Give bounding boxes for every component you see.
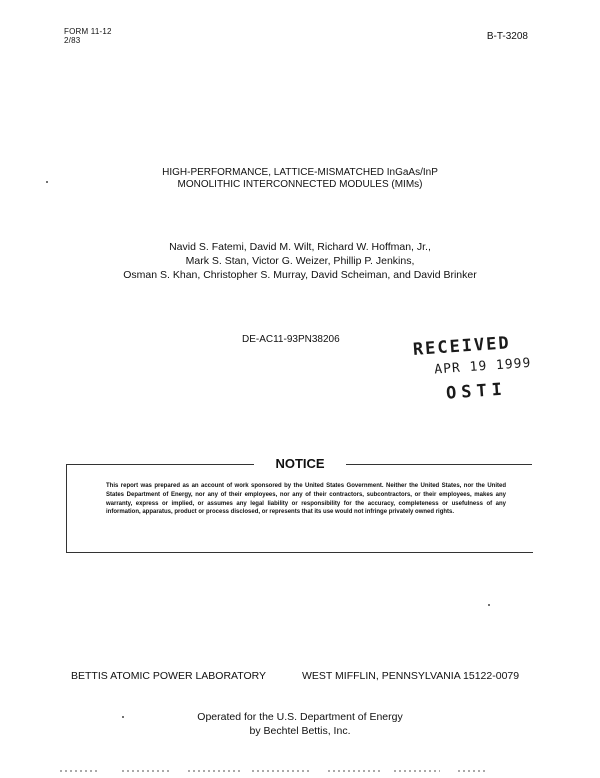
operator-line-2: by Bechtel Bettis, Inc.	[249, 725, 351, 737]
received-stamp	[412, 328, 538, 426]
form-identifier	[64, 27, 112, 45]
laboratory-address: WEST MIFFLIN, PENNSYLVANIA 15122-0079	[302, 670, 520, 682]
stamp-date-text: APR 19 1999	[433, 355, 532, 378]
notice-body: This report was prepared as an account of work sponsored by the United States Government. Neither the United States, nor the United States Department of Energy, nor any of their employees, nor any of their contractors, subcontractors, or their employees, makes any warranty, express or implied, or assumes any legal liability or responsibility for the accuracy, completeness or usefulness of any information, apparatus, product or process disclosed, or represents that its use would not infringe privately owned rights.	[106, 483, 506, 516]
title-line-2: MONOLITHIC INTERCONNECTED MODULES (MIMs)	[177, 179, 423, 190]
stamp-received-text: RECEIVED	[412, 333, 512, 360]
stamp-osti-text: OSTI	[445, 379, 508, 404]
contract-number: DE-AC11-93PN38206	[242, 334, 340, 345]
report-title	[0, 167, 600, 191]
author-line-1: Navid S. Fatemi, David M. Wilt, Richard W. Hoffman, Jr.,	[169, 241, 431, 253]
author-line-2: Mark S. Stan, Victor G. Weizer, Phillip P. Jenkins,	[185, 255, 415, 267]
author-line-3: Osman S. Khan, Christopher S. Murray, David Scheiman, and David Brinker	[123, 269, 477, 281]
title-line-1: HIGH-PERFORMANCE, LATTICE-MISMATCHED InGaAs/InP	[162, 167, 438, 178]
notice-rule-right	[346, 464, 532, 465]
form-number: FORM 11-12	[64, 27, 112, 36]
author-list	[0, 240, 600, 282]
operator-statement	[0, 710, 600, 738]
notice-rule-left	[66, 464, 254, 465]
document-number: B-T-3208	[486, 31, 528, 42]
scan-noise-bottom	[60, 769, 490, 773]
form-date: 2/83	[64, 36, 81, 45]
laboratory-name: BETTIS ATOMIC POWER LABORATORY	[71, 670, 267, 682]
scan-speck	[488, 604, 490, 606]
scan-speck	[46, 181, 48, 183]
notice-title: NOTICE	[275, 456, 325, 471]
operator-line-1: Operated for the U.S. Department of Energy	[197, 711, 403, 723]
